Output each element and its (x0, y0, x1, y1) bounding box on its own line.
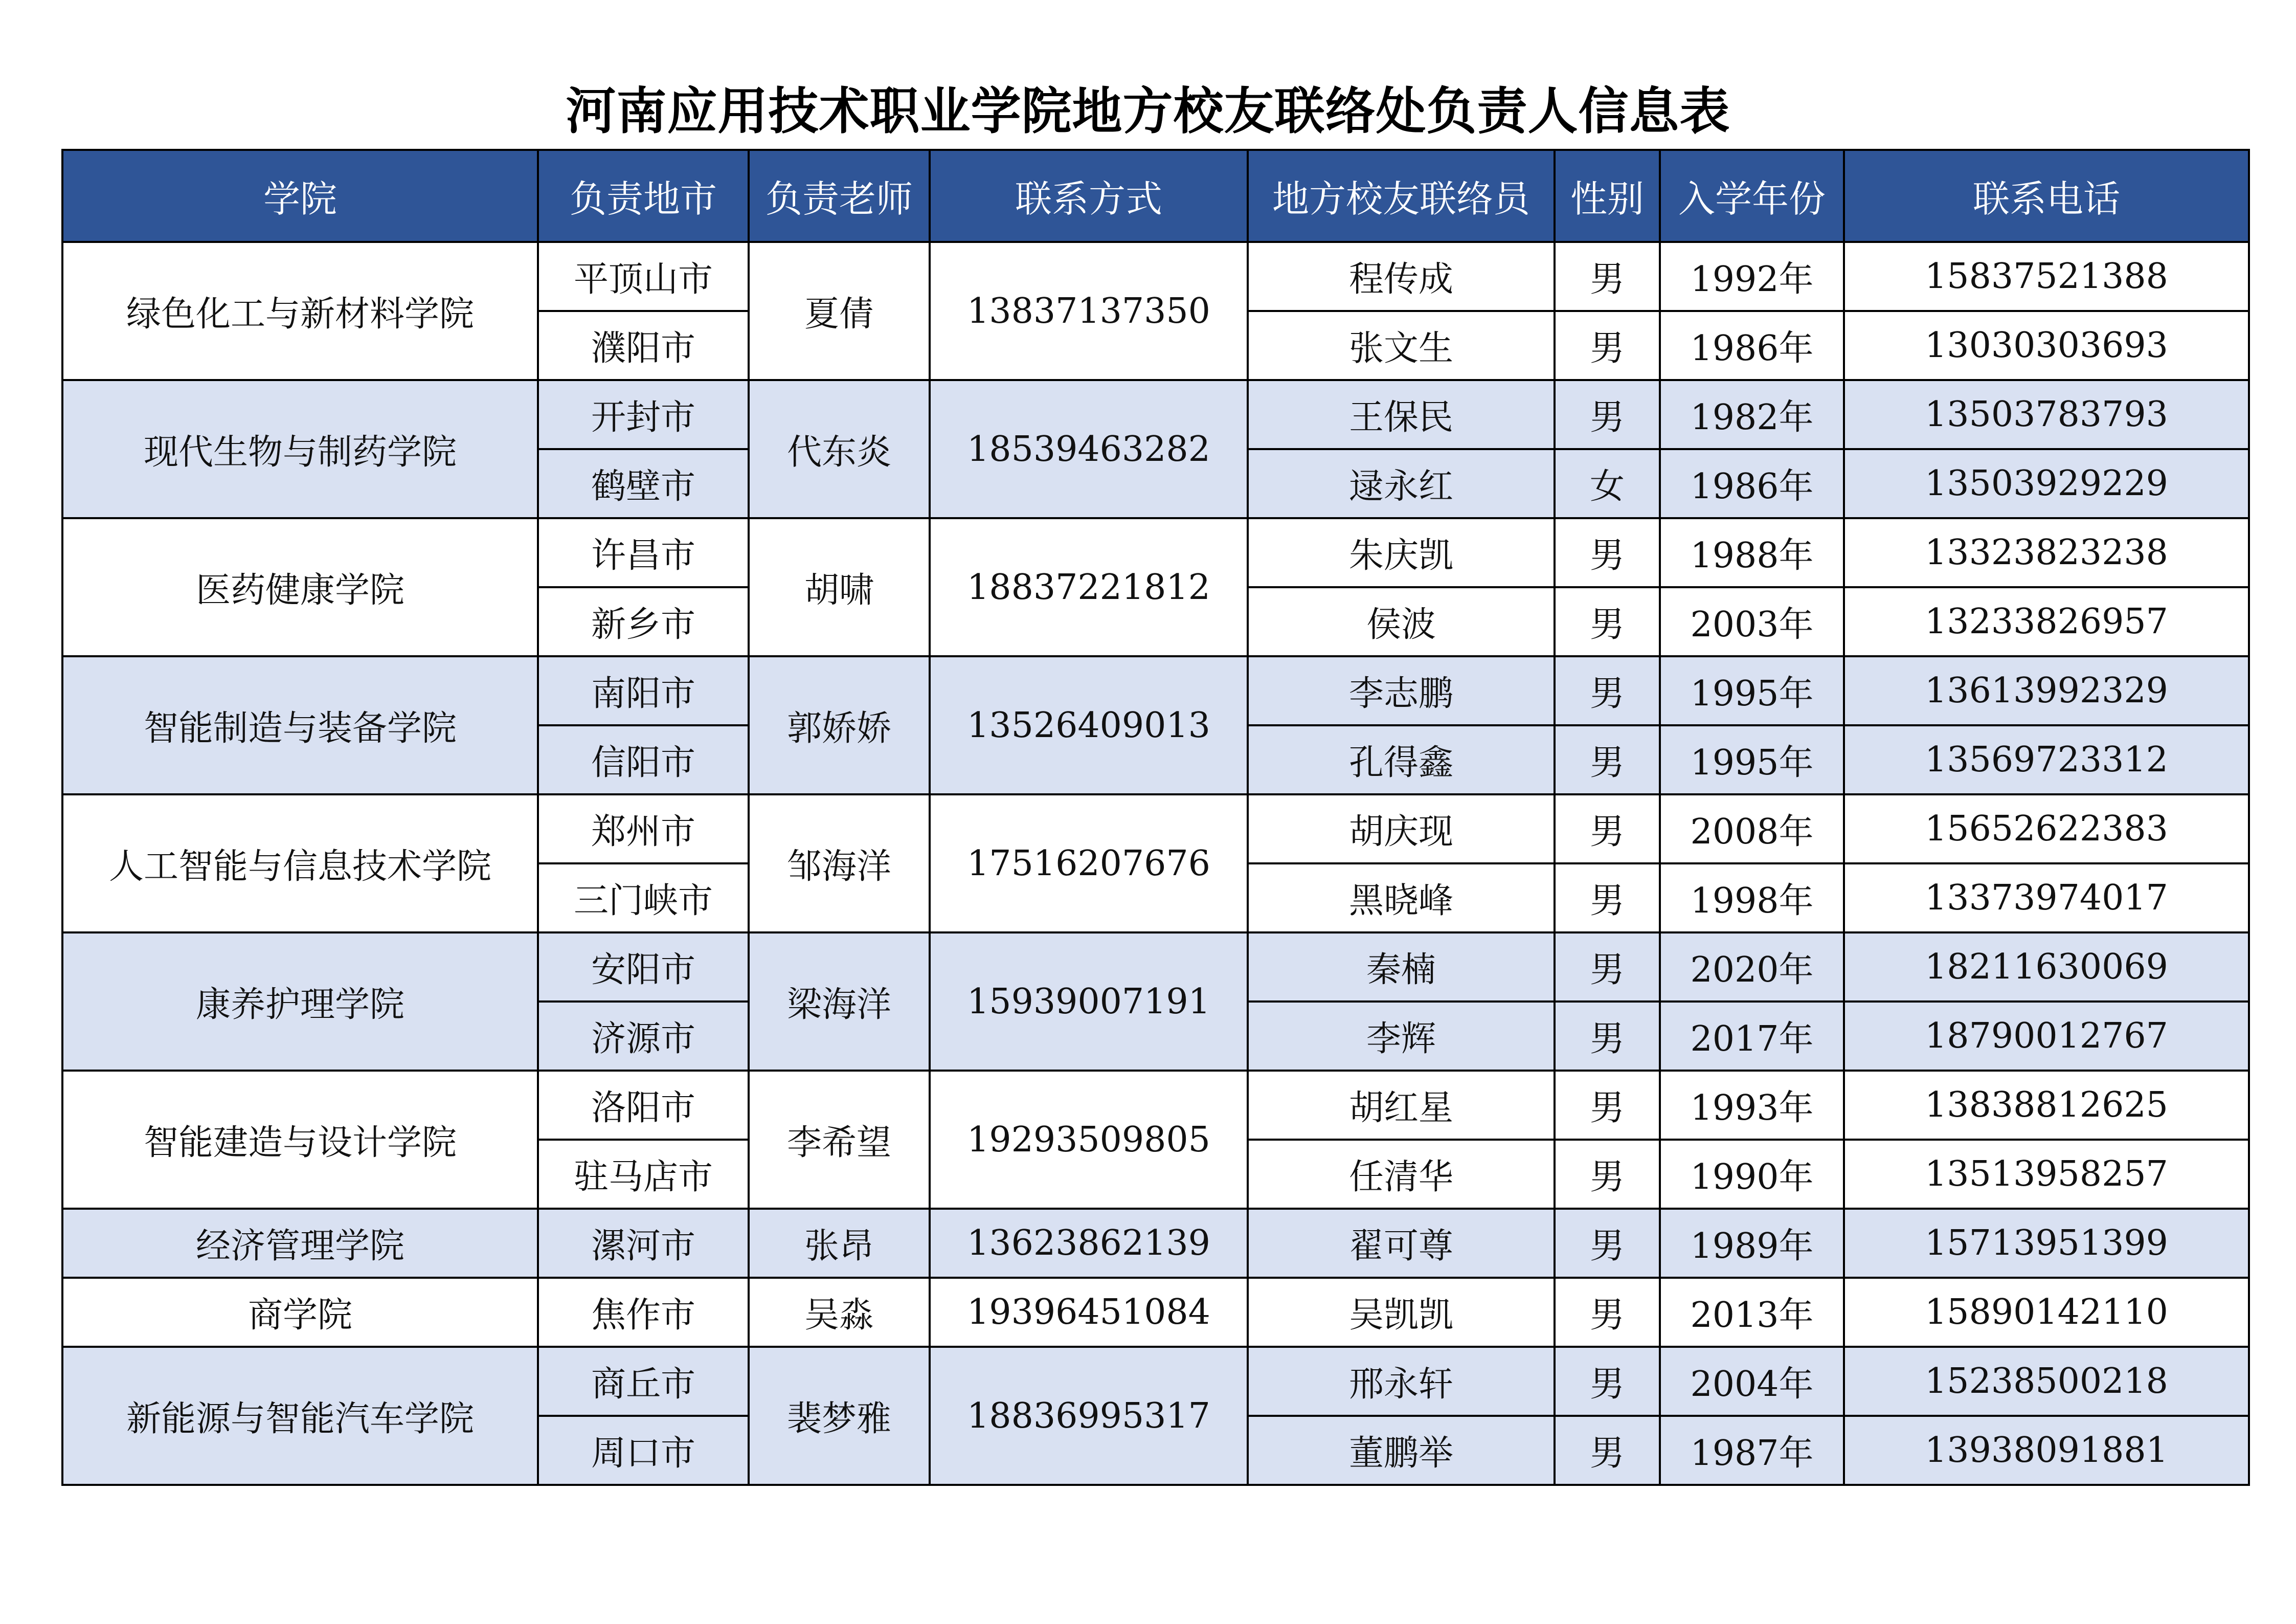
cell-phone: 15837521388 (1844, 242, 2249, 311)
header-phone: 联系电话 (1844, 150, 2249, 242)
cell-phone: 18211630069 (1844, 932, 2249, 1002)
cell-city: 洛阳市 (538, 1071, 749, 1140)
cell-gender: 男 (1555, 932, 1660, 1002)
header-enroll-year: 入学年份 (1660, 150, 1844, 242)
cell-phone: 18790012767 (1844, 1002, 2249, 1071)
cell-liaison: 李志鹏 (1248, 656, 1555, 725)
cell-college: 智能制造与装备学院 (62, 656, 538, 794)
cell-gender: 男 (1555, 380, 1660, 449)
cell-gender: 男 (1555, 1347, 1660, 1416)
cell-phone: 13613992329 (1844, 656, 2249, 725)
cell-teacher: 李希望 (749, 1071, 930, 1209)
header-contact: 联系方式 (930, 150, 1248, 242)
cell-liaison: 王保民 (1248, 380, 1555, 449)
cell-gender: 男 (1555, 656, 1660, 725)
cell-phone: 13938091881 (1844, 1416, 2249, 1485)
cell-city: 许昌市 (538, 518, 749, 587)
cell-city: 漯河市 (538, 1209, 749, 1278)
cell-city: 驻马店市 (538, 1140, 749, 1209)
cell-phone: 13503929229 (1844, 449, 2249, 518)
cell-college: 人工智能与信息技术学院 (62, 794, 538, 932)
page-title: 河南应用技术职业学院地方校友联络处负责人信息表 (566, 82, 1730, 141)
cell-enroll-year: 1988年 (1660, 518, 1844, 587)
cell-teacher: 夏倩 (749, 242, 930, 380)
cell-contact: 13526409013 (930, 656, 1248, 794)
cell-enroll-year: 2008年 (1660, 794, 1844, 863)
cell-city: 新乡市 (538, 587, 749, 656)
cell-enroll-year: 1989年 (1660, 1209, 1844, 1278)
cell-liaison: 董鹏举 (1248, 1416, 1555, 1485)
cell-enroll-year: 1982年 (1660, 380, 1844, 449)
cell-liaison: 李辉 (1248, 1002, 1555, 1071)
cell-gender: 男 (1555, 242, 1660, 311)
cell-gender: 男 (1555, 1140, 1660, 1209)
cell-enroll-year: 2020年 (1660, 932, 1844, 1002)
cell-liaison: 胡红星 (1248, 1071, 1555, 1140)
cell-city: 开封市 (538, 380, 749, 449)
header-gender: 性别 (1555, 150, 1660, 242)
cell-college: 经济管理学院 (62, 1209, 538, 1278)
cell-enroll-year: 1995年 (1660, 725, 1844, 794)
cell-enroll-year: 2017年 (1660, 1002, 1844, 1071)
cell-contact: 18836995317 (930, 1347, 1248, 1485)
cell-city: 濮阳市 (538, 311, 749, 380)
cell-city: 平顶山市 (538, 242, 749, 311)
cell-teacher: 张昂 (749, 1209, 930, 1278)
header-teacher: 负责老师 (749, 150, 930, 242)
cell-enroll-year: 1992年 (1660, 242, 1844, 311)
cell-phone: 13030303693 (1844, 311, 2249, 380)
cell-contact: 18837221812 (930, 518, 1248, 656)
cell-gender: 男 (1555, 1278, 1660, 1347)
cell-college: 商学院 (62, 1278, 538, 1347)
table-row (62, 1347, 2249, 1416)
cell-liaison: 张文生 (1248, 311, 1555, 380)
cell-teacher: 胡啸 (749, 518, 930, 656)
cell-phone: 15713951399 (1844, 1209, 2249, 1278)
cell-gender: 男 (1555, 587, 1660, 656)
cell-college: 智能建造与设计学院 (62, 1071, 538, 1209)
cell-phone: 15652622383 (1844, 794, 2249, 863)
cell-enroll-year: 1995年 (1660, 656, 1844, 725)
cell-enroll-year: 1990年 (1660, 1140, 1844, 1209)
cell-enroll-year: 1986年 (1660, 311, 1844, 380)
cell-contact: 13623862139 (930, 1209, 1248, 1278)
cell-contact: 17516207676 (930, 794, 1248, 932)
cell-gender: 男 (1555, 311, 1660, 380)
cell-contact: 15939007191 (930, 932, 1248, 1071)
cell-gender: 女 (1555, 449, 1660, 518)
cell-gender: 男 (1555, 1209, 1660, 1278)
cell-gender: 男 (1555, 1002, 1660, 1071)
cell-phone: 13233826957 (1844, 587, 2249, 656)
cell-phone: 13503783793 (1844, 380, 2249, 449)
header-city: 负责地市 (538, 150, 749, 242)
cell-college: 现代生物与制药学院 (62, 380, 538, 518)
cell-gender: 男 (1555, 518, 1660, 587)
table-row (62, 1278, 2249, 1347)
cell-enroll-year: 1987年 (1660, 1416, 1844, 1485)
alumni-contact-table (61, 149, 2250, 1486)
cell-teacher: 吴淼 (749, 1278, 930, 1347)
cell-liaison: 吴凯凯 (1248, 1278, 1555, 1347)
cell-enroll-year: 1998年 (1660, 863, 1844, 932)
header-liaison: 地方校友联络员 (1248, 150, 1555, 242)
cell-phone: 13513958257 (1844, 1140, 2249, 1209)
cell-phone: 13373974017 (1844, 863, 2249, 932)
cell-teacher: 裴梦雅 (749, 1347, 930, 1485)
table-row (62, 518, 2249, 587)
cell-enroll-year: 1993年 (1660, 1071, 1844, 1140)
table-row (62, 932, 2249, 1002)
cell-contact: 19293509805 (930, 1071, 1248, 1209)
cell-city: 三门峡市 (538, 863, 749, 932)
cell-city: 商丘市 (538, 1347, 749, 1416)
cell-liaison: 黑晓峰 (1248, 863, 1555, 932)
cell-city: 济源市 (538, 1002, 749, 1071)
cell-liaison: 胡庆现 (1248, 794, 1555, 863)
table-row (62, 1209, 2249, 1278)
cell-enroll-year: 2003年 (1660, 587, 1844, 656)
cell-city: 南阳市 (538, 656, 749, 725)
header-college: 学院 (62, 150, 538, 242)
cell-city: 周口市 (538, 1416, 749, 1485)
table-header-row (62, 150, 2249, 242)
cell-liaison: 程传成 (1248, 242, 1555, 311)
cell-contact: 13837137350 (930, 242, 1248, 380)
cell-phone: 15890142110 (1844, 1278, 2249, 1347)
cell-gender: 男 (1555, 863, 1660, 932)
cell-gender: 男 (1555, 1416, 1660, 1485)
cell-college: 新能源与智能汽车学院 (62, 1347, 538, 1485)
table-row (62, 1071, 2249, 1140)
cell-college: 康养护理学院 (62, 932, 538, 1071)
cell-liaison: 翟可尊 (1248, 1209, 1555, 1278)
cell-gender: 男 (1555, 794, 1660, 863)
cell-liaison: 侯波 (1248, 587, 1555, 656)
cell-teacher: 邹海洋 (749, 794, 930, 932)
cell-liaison: 邢永轩 (1248, 1347, 1555, 1416)
cell-gender: 男 (1555, 725, 1660, 794)
cell-college: 医药健康学院 (62, 518, 538, 656)
cell-contact: 18539463282 (930, 380, 1248, 518)
cell-enroll-year: 2013年 (1660, 1278, 1844, 1347)
cell-city: 鹤壁市 (538, 449, 749, 518)
cell-phone: 13569723312 (1844, 725, 2249, 794)
cell-teacher: 梁海洋 (749, 932, 930, 1071)
cell-liaison: 任清华 (1248, 1140, 1555, 1209)
table-row (62, 380, 2249, 449)
cell-city: 安阳市 (538, 932, 749, 1002)
cell-phone: 13838812625 (1844, 1071, 2249, 1140)
cell-city: 信阳市 (538, 725, 749, 794)
cell-teacher: 郭娇娇 (749, 656, 930, 794)
cell-city: 焦作市 (538, 1278, 749, 1347)
cell-phone: 13323823238 (1844, 518, 2249, 587)
cell-liaison: 孔得鑫 (1248, 725, 1555, 794)
cell-gender: 男 (1555, 1071, 1660, 1140)
table-row (62, 794, 2249, 863)
cell-college: 绿色化工与新材料学院 (62, 242, 538, 380)
cell-liaison: 朱庆凯 (1248, 518, 1555, 587)
cell-liaison: 逯永红 (1248, 449, 1555, 518)
table-row (62, 656, 2249, 725)
cell-enroll-year: 2004年 (1660, 1347, 1844, 1416)
cell-phone: 15238500218 (1844, 1347, 2249, 1416)
table-body (62, 242, 2249, 1485)
table-row (62, 242, 2249, 311)
cell-contact: 19396451084 (930, 1278, 1248, 1347)
cell-teacher: 代东炎 (749, 380, 930, 518)
cell-city: 郑州市 (538, 794, 749, 863)
cell-enroll-year: 1986年 (1660, 449, 1844, 518)
cell-liaison: 秦楠 (1248, 932, 1555, 1002)
